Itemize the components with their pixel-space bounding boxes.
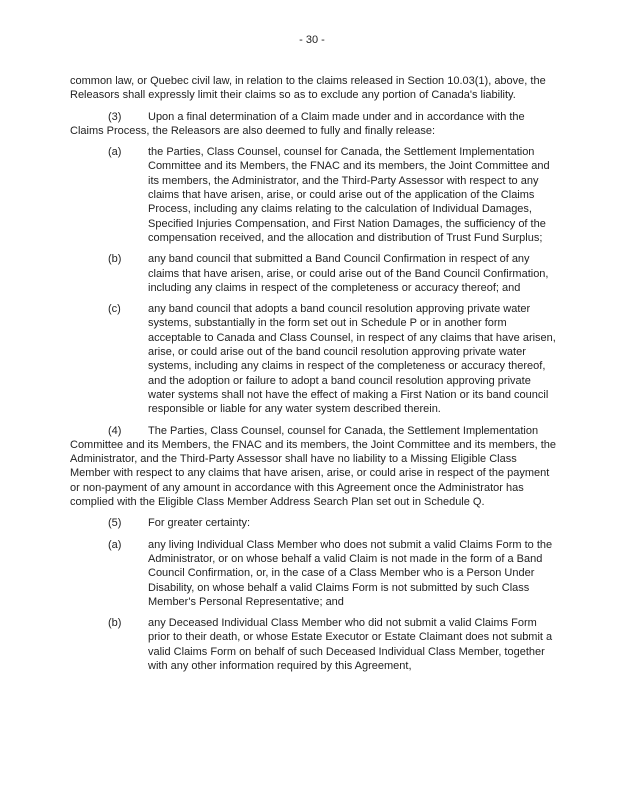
paragraph-text: any band council that submitted a Band Council Confirmation in respect of any claims that have arisen, arise, or could arise out of the Band Council Confirmation, including any claims in respect of the completeness or accuracy thereof; and bbox=[148, 253, 549, 294]
paragraph-text: the Parties, Class Counsel, counsel for Canada, the Settlement Implementation Committee and its Members, the FNAC and its members, the Joint Committee and its members, the Administrator, and the Third-Party Assessor with respect to any claims that have arisen, arise, or could arise out of the application of the Claims Process, including any claims relating to the calculation of Individual Damages, Specified Injuries Compensation, and First Nation Damages, the sufficiency of the compensation received, and the allocation and distribution of Trust Fund Surplus; bbox=[148, 146, 550, 244]
paragraph-label: (a) bbox=[108, 538, 122, 551]
paragraph bbox=[70, 424, 559, 510]
paragraph-text: The Parties, Class Counsel, counsel for Canada, the Settlement Implementation Committee and its Members, the FNAC and its members, the Joint Committee and its members, the Administrator, and the Third-Party Assessor shall have no liability to a Missing Eligible Class Member with respect to any claims that have arisen, arise, or could arise in respect of the payment or non-payment of any amount in accordance with this Agreement once the Administrator has complied with the Eligible Class Member Address Search Plan set out in Schedule Q. bbox=[70, 424, 557, 509]
paragraph bbox=[70, 74, 559, 103]
paragraph-label: (b) bbox=[108, 253, 122, 266]
paragraph-text: any living Individual Class Member who does not submit a valid Claims Form to the Administrator, or on whose behalf a valid Claim is not made in the form of a Band Council Confirmation, or, in the case of a Class Member who is a Person Under Disability, on whose behalf a valid Claims Form is not submitted by such Class Member's Personal Representative; and bbox=[148, 538, 553, 608]
page-number: - 30 - bbox=[299, 34, 325, 46]
paragraph bbox=[108, 302, 559, 416]
paragraph bbox=[108, 252, 559, 295]
paragraph-text: For greater certainty: bbox=[148, 517, 251, 530]
paragraph bbox=[108, 145, 559, 245]
document-body bbox=[70, 74, 559, 680]
paragraph-label: (4) bbox=[108, 424, 122, 437]
paragraph-text: common law, or Quebec civil law, in relation to the claims released in Section 10.03(1), above, the Releasors shall expressly limit their claims so as to exclude any portion of Canada's liability. bbox=[70, 75, 546, 102]
paragraph-text: any band council that adopts a band council resolution approving private water systems, substantially in the form set out in Schedule P or in another form acceptable to Canada and Class Counsel, in respect of any claims that have arisen, arise, or could arise out of the band council resolution approving private water systems, including any claims in respect of the completeness or accuracy thereof, and the adoption or failure to adopt a band council resolution approving private water systems shall not have the effect of making a First Nation or its band council responsible or liable for any water system described therein. bbox=[148, 303, 556, 416]
paragraph-label: (c) bbox=[108, 303, 121, 316]
paragraph-text: any Deceased Individual Class Member who did not submit a valid Claims Form prior to their death, or whose Estate Executor or Estate Claimant does not submit a valid Claims Form on behalf of such Deceased Individual Class Member, together with any other information required by this Agreement, bbox=[148, 617, 553, 672]
paragraph bbox=[70, 110, 559, 139]
paragraph-label: (3) bbox=[108, 110, 122, 123]
paragraph-label: (5) bbox=[108, 517, 122, 530]
paragraph bbox=[70, 516, 559, 530]
paragraph-label: (a) bbox=[108, 146, 122, 159]
paragraph bbox=[108, 616, 559, 673]
paragraph bbox=[108, 538, 559, 609]
paragraph-label: (b) bbox=[108, 617, 122, 630]
paragraph-text: Upon a final determination of a Claim made under and in accordance with the Claims Process, the Releasors are also deemed to fully and finally release: bbox=[70, 110, 525, 137]
